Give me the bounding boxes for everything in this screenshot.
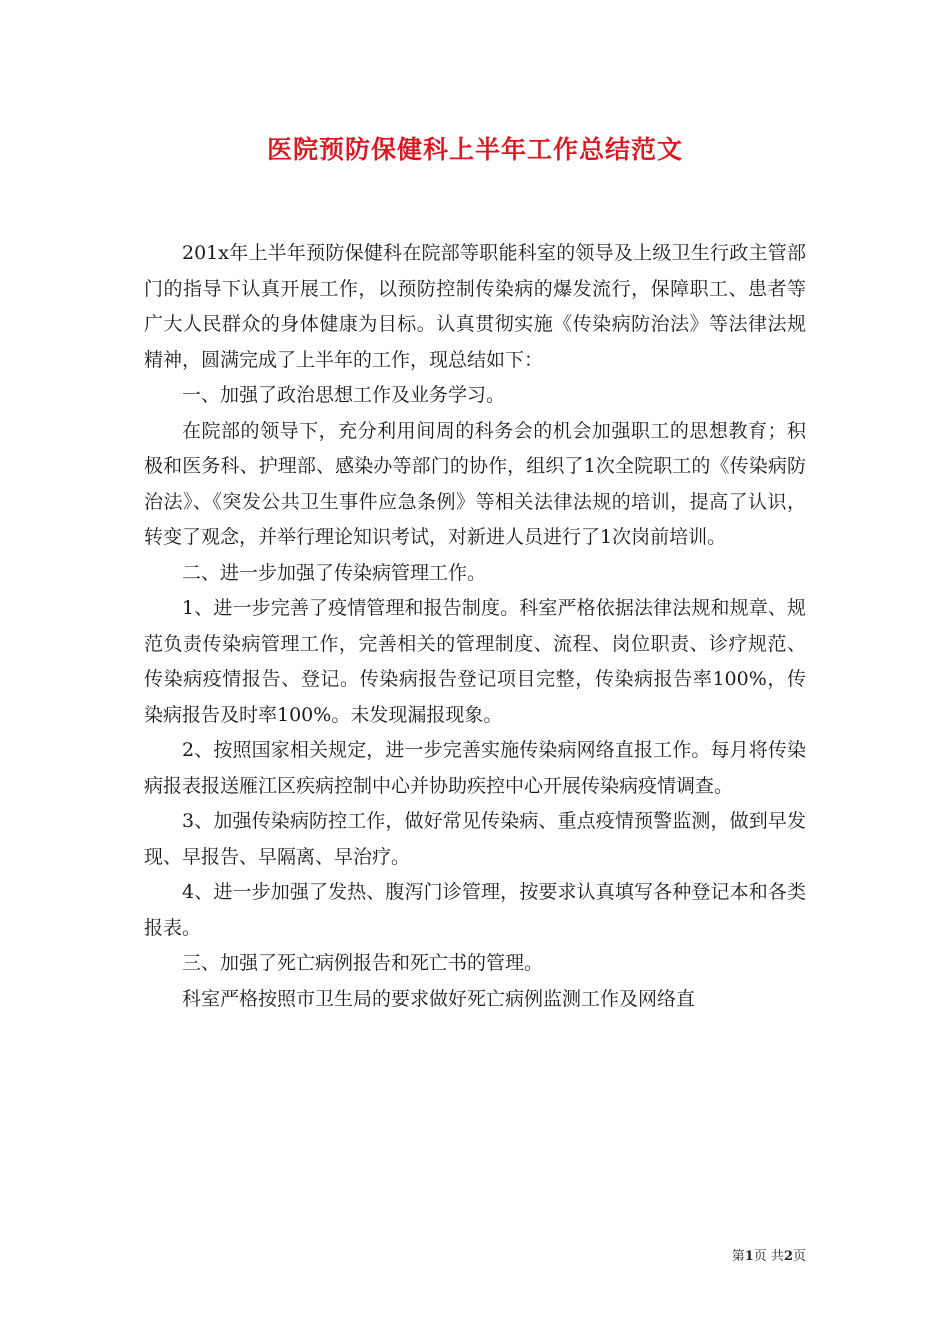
intro-paragraph: 201x年上半年预防保健科在院部等职能科室的领导及上级卫生行政主管部门的指导下认真开展工作，以预防控制传染病的爆发流行，保障职工、患者等广大人民群众的身体健康为目标。认真贯彻实施《传染病防治法》等法律法规精神，圆满完成了上半年的工作，现总结如下： xyxy=(144,242,806,371)
footer-total-pages: 2 xyxy=(783,1249,793,1264)
document-title: 医院预防保健科上半年工作总结范文 xyxy=(266,135,683,164)
section-2-item-1: 1、进一步完善了疫情管理和报告制度。科室严格依据法律法规和规章、规范负责传染病管理工作，完善相关的管理制度、流程、岗位职责、诊疗规范、传染病疫情报告、登记。传染病报告登记项目完整，传染病报告率100%，传染病报告及时率100%。未发现漏报现象。 xyxy=(144,597,806,726)
footer-prefix: 第 xyxy=(731,1249,745,1264)
section-heading-2: 二、进一步加强了传染病管理工作。 xyxy=(182,561,487,584)
section-2-item-4: 4、进一步加强了发热、腹泻门诊管理，按要求认真填写各种登记本和各类报表。 xyxy=(144,881,806,939)
document-body xyxy=(144,236,806,1017)
section-2-item-2: 2、按照国家相关规定，进一步完善实施传染病网络直报工作。每月将传染病报表报送雁江区疾病控制中心并协助疾控中心开展传染病疫情调查。 xyxy=(144,739,806,797)
section-1-paragraph: 在院部的领导下，充分利用间周的科务会的机会加强职工的思想教育；积极和医务科、护理部、感染办等部门的协作，组织了1次全院职工的《传染病防治法》、《突发公共卫生事件应急条例》等相关法律法规的培训，提高了认识，转变了观念，并举行理论知识考试，对新进人员进行了1次岗前培训。 xyxy=(144,419,806,548)
section-heading-3: 三、加强了死亡病例报告和死亡书的管理。 xyxy=(182,952,544,974)
footer-middle: 页 共 xyxy=(753,1249,784,1264)
section-3-paragraph: 科室严格按照市卫生局的要求做好死亡病例监测工作及网络直 xyxy=(182,987,696,1010)
section-heading-1: 一、加强了政治思想工作及业务学习。 xyxy=(182,384,506,406)
footer-suffix: 页 xyxy=(792,1249,806,1264)
section-2-item-3: 3、加强传染病防控工作，做好常见传染病、重点疫情预警监测，做到早发现、早报告、早隔离、早治疗。 xyxy=(144,810,806,868)
page-footer xyxy=(732,1248,806,1266)
footer-current-page: 1 xyxy=(744,1249,754,1264)
